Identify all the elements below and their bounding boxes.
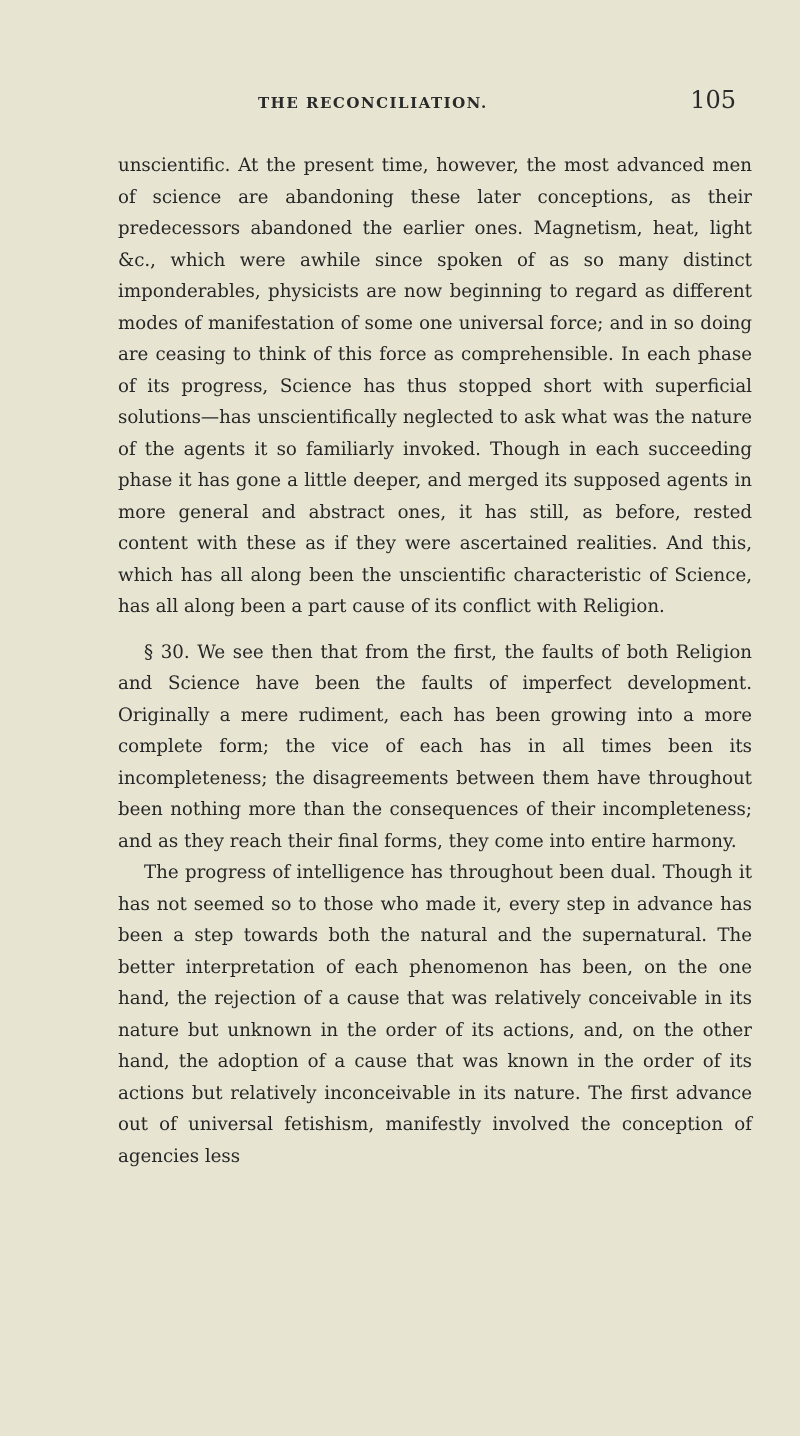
paragraph-progress-of-intelligence: The progress of intelligence has throughout been dual. Though it has not seemed so to those who made it, every step in advance has been a step towards both the natural and the supernatural. The better interpretation of each phenomenon has been, on the one hand, the rejection of a cause that was relatively conceivable in its nature but unknown in the order of its actions, and, on the other hand, the adoption of a cause that was known in the order of its actions but relatively inconceivable in its nature. The first advance out of universal fetishism, manifestly involved the conception of agencies less: [118, 862, 752, 1167]
running-title: THE RECONCILIATION.: [258, 94, 488, 112]
page-header: [118, 86, 750, 122]
paragraph-section-30: § 30. We see then that from the first, the faults of both Religion and Science have been the faults of imperfect development. Originally a mere rudiment, each has been growing into a more complete form; the vice of each has in all times been its incompleteness; the disagreements between them have throughout been nothing more than the consequences of their incompleteness; and as they reach their final forms, they come into entire harmony.: [118, 641, 752, 852]
page-number: 105: [690, 86, 736, 114]
body-text: [118, 150, 752, 1172]
paragraph-continued: unscientific. At the present time, however, the most advanced men of science are abandoning these later conceptions, as their predecessors abandoned the earlier ones. Magnetism, heat, light &c., which were awhile since spoken of as so many distinct imponderables, physicists are now beginning to regard as different modes of manifestation of some one universal force; and in so doing are ceasing to think of this force as comprehensible. In each phase of its progress, Science has thus stopped short with superficial solutions—has unscientifically neglected to ask what was the nature of the agents it so familiarly invoked. Though in each succeeding phase it has gone a little deeper, and merged its supposed agents in more general and abstract ones, it has still, as before, rested content with these as if they were ascertained realities. And this, which has all along been the unscientific characteristic of Science, has all along been a part cause of its conflict with Religion.: [118, 155, 752, 617]
